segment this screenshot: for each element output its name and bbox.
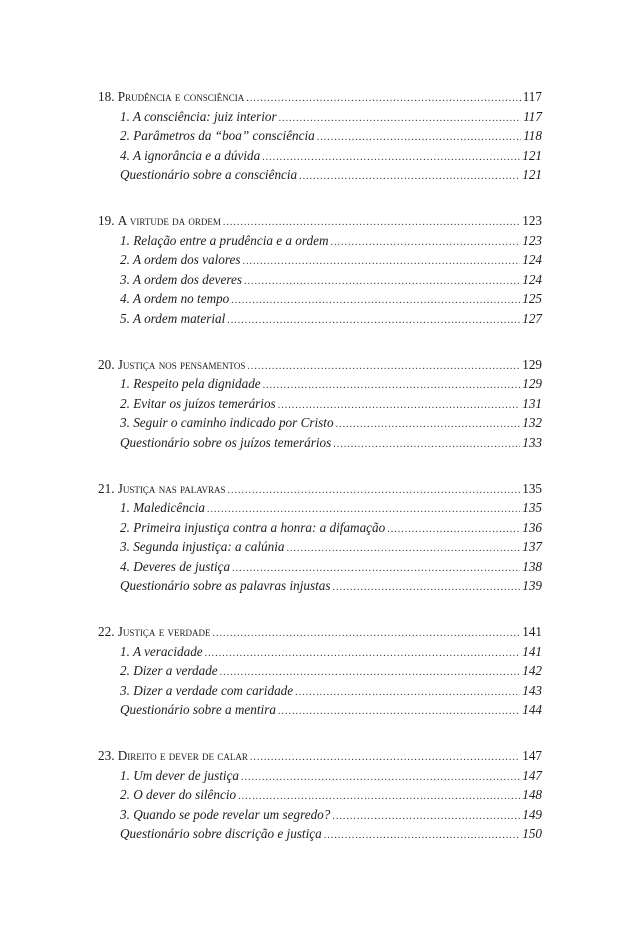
entry-label: 1. Respeito pela dignidade xyxy=(120,376,261,392)
entry-page-number: 143 xyxy=(522,682,542,698)
chapter-number: 20. xyxy=(98,356,115,372)
toc-entry xyxy=(98,289,542,309)
entry-label: Questionário sobre as palavras injustas xyxy=(120,578,331,594)
dot-leader xyxy=(387,520,520,540)
chapter-title: A virtude da ordem xyxy=(117,212,221,228)
chapter-page-number: 129 xyxy=(522,356,542,372)
entry-label: 4. A ordem no tempo xyxy=(120,291,230,307)
toc-entry xyxy=(98,394,542,414)
toc-entry xyxy=(98,433,542,453)
dot-leader xyxy=(332,807,520,827)
chapter-page-number: 123 xyxy=(522,212,542,228)
dot-leader xyxy=(243,252,521,272)
entry-page-number: 127 xyxy=(522,310,542,326)
entry-label: 3. Dizer a verdade com caridade xyxy=(120,682,294,698)
entry-page-number: 121 xyxy=(522,147,542,163)
entry-page-number: 141 xyxy=(522,643,542,659)
toc-entry xyxy=(98,231,542,251)
entry-page-number: 129 xyxy=(522,376,542,392)
chapter-heading xyxy=(98,87,542,107)
toc-entry xyxy=(98,824,542,844)
entry-label: 3. A ordem dos deveres xyxy=(120,271,242,287)
chapter-title: Prudência e consciência xyxy=(117,89,245,104)
entry-page-number: 124 xyxy=(522,271,542,287)
entry-page-number: 132 xyxy=(522,415,542,431)
chapter-heading xyxy=(98,479,542,499)
chapter-title: Justiça e verdade xyxy=(117,624,211,640)
dot-leader xyxy=(286,539,520,559)
entry-label: 3. Seguir o caminho indicado por Cristo xyxy=(120,415,334,431)
entry-page-number: 137 xyxy=(522,539,542,555)
toc-entry xyxy=(98,107,542,127)
entry-page-number: 131 xyxy=(522,395,542,411)
dot-leader xyxy=(278,702,520,722)
toc-entry xyxy=(98,700,542,720)
entry-label: 3. Segunda injustiça: a calúnia xyxy=(120,539,285,555)
dot-leader xyxy=(317,128,521,148)
chapter-title: Justiça nos pensamentos xyxy=(117,356,246,372)
entry-page-number: 136 xyxy=(522,519,542,535)
dot-leader xyxy=(244,272,520,292)
entry-label: 2. Evitar os juízos temerários xyxy=(120,395,276,411)
chapter-number: 19. xyxy=(98,212,115,228)
chapter-heading xyxy=(98,622,542,642)
dot-leader xyxy=(228,481,521,501)
entry-label: Questionário sobre a mentira xyxy=(120,702,276,718)
entry-page-number: 150 xyxy=(522,826,542,842)
entry-label: 1. A veracidade xyxy=(120,643,203,659)
chapter-label xyxy=(98,746,248,766)
entry-page-number: 124 xyxy=(522,252,542,268)
dot-leader xyxy=(333,578,521,598)
entry-label: 1. Um dever de justiça xyxy=(120,767,240,783)
table-of-contents xyxy=(98,87,542,870)
dot-leader xyxy=(262,148,520,168)
entry-page-number: 121 xyxy=(522,167,542,183)
toc-entry xyxy=(98,642,542,662)
entry-label: 2. Parâmetros da “boa” consciência xyxy=(120,128,315,144)
entry-label: Questionário sobre a consciência xyxy=(120,167,298,183)
chapter-label xyxy=(98,355,245,375)
entry-page-number: 148 xyxy=(522,787,542,803)
toc-entry xyxy=(98,766,542,786)
chapter-label xyxy=(98,479,226,499)
dot-leader xyxy=(279,109,522,129)
toc-chapter xyxy=(98,211,542,329)
chapter-heading xyxy=(98,211,542,231)
toc-entry xyxy=(98,270,542,290)
entry-page-number: 147 xyxy=(522,767,542,783)
toc-entry xyxy=(98,518,542,538)
entry-page-number: 135 xyxy=(522,500,542,516)
toc-chapter xyxy=(98,622,542,720)
entry-page-number: 133 xyxy=(522,434,542,450)
toc-chapter xyxy=(98,479,542,597)
entry-label: Questionário sobre os juízos temerários xyxy=(120,434,332,450)
toc-entry xyxy=(98,557,542,577)
entry-label: 4. Deveres de justiça xyxy=(120,558,231,574)
entry-page-number: 138 xyxy=(522,558,542,574)
dot-leader xyxy=(247,357,520,377)
chapter-page-number: 147 xyxy=(522,748,542,764)
entry-label: 2. A ordem dos valores xyxy=(120,252,241,268)
toc-entry xyxy=(98,374,542,394)
dot-leader xyxy=(213,624,521,644)
toc-entry xyxy=(98,250,542,270)
dot-leader xyxy=(227,311,520,331)
chapter-label xyxy=(98,211,221,231)
entry-label: 2. Dizer a verdade xyxy=(120,663,218,679)
entry-label: 1. Relação entre a prudência e a ordem xyxy=(120,232,329,248)
entry-page-number: 142 xyxy=(522,663,542,679)
toc-chapter xyxy=(98,355,542,453)
dot-leader xyxy=(336,415,521,435)
entry-page-number: 118 xyxy=(523,128,542,144)
entry-page-number: 117 xyxy=(523,108,542,124)
toc-entry xyxy=(98,785,542,805)
toc-entry xyxy=(98,146,542,166)
toc-entry xyxy=(98,661,542,681)
dot-leader xyxy=(295,683,520,703)
chapter-label xyxy=(98,87,244,107)
dot-leader xyxy=(324,826,521,846)
entry-label: 1. A consciência: juiz interior xyxy=(120,108,277,124)
dot-leader xyxy=(205,644,521,664)
chapter-title: Direito e dever de calar xyxy=(117,748,248,764)
entry-page-number: 144 xyxy=(522,702,542,718)
entry-page-number: 123 xyxy=(522,232,542,248)
entry-page-number: 139 xyxy=(522,578,542,594)
chapter-page-number: 135 xyxy=(522,480,542,496)
toc-chapter xyxy=(98,87,542,185)
chapter-heading xyxy=(98,746,542,766)
dot-leader xyxy=(333,435,520,455)
dot-leader xyxy=(331,233,521,253)
toc-entry xyxy=(98,309,542,329)
chapter-heading xyxy=(98,355,542,375)
toc-entry xyxy=(98,498,542,518)
toc-entry xyxy=(98,537,542,557)
toc-chapter xyxy=(98,746,542,844)
chapter-page-number: 141 xyxy=(522,624,542,640)
entry-label: 2. Primeira injustiça contra a honra: a difamação xyxy=(120,519,386,535)
chapter-number: 18. xyxy=(98,89,115,104)
dot-leader xyxy=(263,376,521,396)
entry-label: 5. A ordem material xyxy=(120,310,226,326)
toc-entry xyxy=(98,126,542,146)
chapter-label xyxy=(98,622,211,642)
entry-label: 1. Maledicência xyxy=(120,500,205,516)
chapter-number: 21. xyxy=(98,480,115,496)
chapter-number: 23. xyxy=(98,748,115,764)
entry-label: 3. Quando se pode revelar um segredo? xyxy=(120,806,331,822)
toc-entry xyxy=(98,681,542,701)
entry-page-number: 125 xyxy=(522,291,542,307)
dot-leader xyxy=(241,768,520,788)
dot-leader xyxy=(250,748,520,768)
toc-entry xyxy=(98,576,542,596)
dot-leader xyxy=(299,167,520,187)
entry-label: 2. O dever do silêncio xyxy=(120,787,237,803)
toc-entry xyxy=(98,413,542,433)
chapter-page-number: 117 xyxy=(522,89,542,104)
dot-leader xyxy=(231,291,520,311)
toc-entry xyxy=(98,165,542,185)
chapter-number: 22. xyxy=(98,624,115,640)
dot-leader xyxy=(246,89,520,109)
chapter-title: Justiça nas palavras xyxy=(117,480,226,496)
toc-entry xyxy=(98,805,542,825)
entry-page-number: 149 xyxy=(522,806,542,822)
entry-label: 4. A ignorância e a dúvida xyxy=(120,147,261,163)
entry-label: Questionário sobre discrição e justiça xyxy=(120,826,322,842)
